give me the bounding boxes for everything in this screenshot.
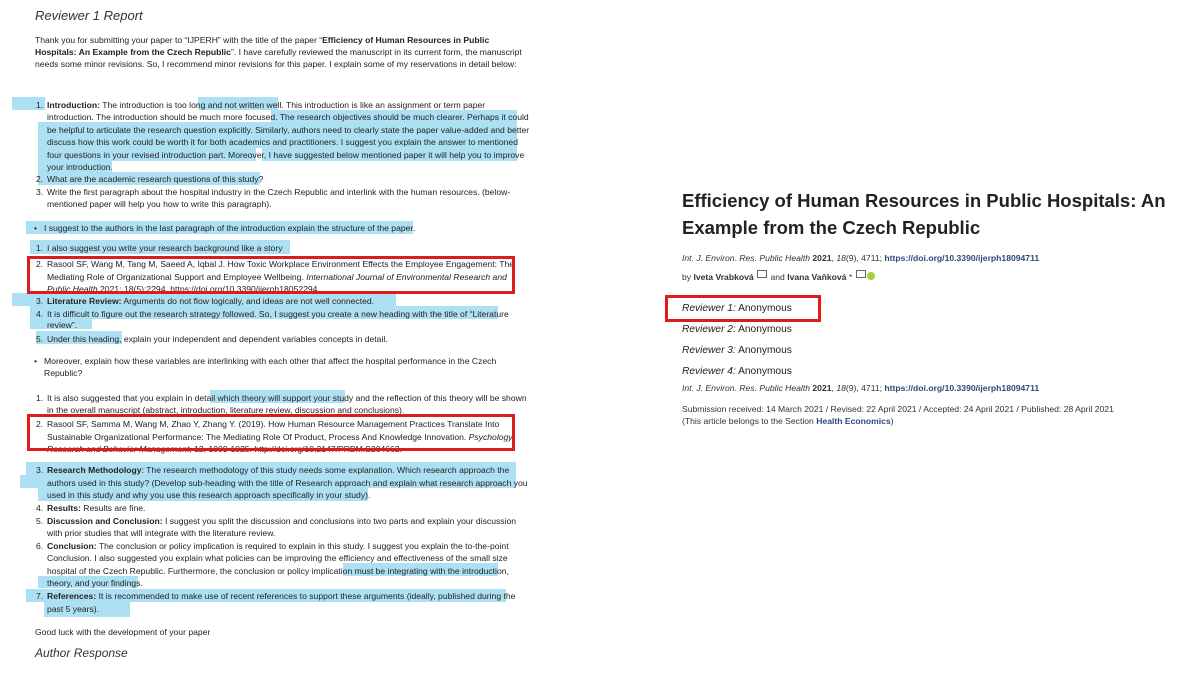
mail-icon[interactable] [757,270,767,278]
list1-item-2-number: 2. [36,174,44,184]
list3-item-3-line-2: authors used in this study? (Develop sub-heading with the title of Research approach and explain what research approach you [47,477,528,488]
bullet-1-text: I suggest to the authors in the last paragraph of the introduction explain the structure of the paper. [44,223,416,233]
list3-item-5-number: 5. [36,515,44,526]
list2-item-1-number: 1. [36,243,44,253]
submission-dates: Submission received: 14 March 2021 / Revised: 22 April 2021 / Accepted: 24 April 2021 / Published: 28 April 2021 [682,404,1114,414]
list2-item-4-line-2: review”. [47,320,78,330]
list3-item-5-line-1: Discussion and Conclusion: I suggest you split the discussion and conclusions into two parts and explain your discussion [47,515,517,526]
article-title-line-2: Example from the Czech Republic [682,217,981,238]
list3-item-3-number: 3. [36,465,44,475]
list2-item-4-number: 4. [36,309,44,319]
list3-item-7-number: 7. [36,591,44,601]
section-line: (This article belongs to the Section Health Economics) [682,416,894,426]
ref-1-line-3: Public Health 2021; 18(5):2294. https://doi.org/10.3390/ijerph18052294. [47,284,320,294]
author-1[interactable]: Iveta Vrabková [693,272,754,282]
ref-1-line-1: Rasool SF, Wang M, Tang M, Saeed A, Iqbal J. How Toxic Workplace Environment Effects the Employee Engagement: The [47,259,515,269]
reviewer-3-line[interactable]: Reviewer 3: Anonymous [682,345,792,356]
report-heading: Reviewer 1 Report [35,8,143,23]
list1-item-2-text: What are the academic research questions of this study? [47,174,264,184]
list3-item-2-number: 2. [36,419,44,429]
author-response-heading[interactable]: Author Response [35,646,128,660]
authors-line: by Iveta Vrabková and Ivana Vaňková * [682,270,875,282]
bullet-2-line-2: Republic? [44,368,83,378]
list2-item-3-number: 3. [36,296,44,306]
reviewer-1-line[interactable]: Reviewer 1: Anonymous [682,303,792,314]
list3-item-7-line-2: past 5 years). [47,603,100,614]
citation-line-repeat: Int. J. Environ. Res. Public Health 2021, 18(9), 4711; https://doi.org/10.3390/ijerph18094711 [682,383,1040,393]
list2-item-4-line-1: It is difficult to figure out the research strategy followed. So, I suggest you create a new heading with the title of “Literature [47,309,509,319]
ref-2-red-box [27,414,515,451]
doi-link[interactable]: https://doi.org/10.3390/ijerph18094711 [884,253,1040,263]
list1-item-1-line-3: be helpful to articulate the research question explicitly. Similarly, authors need to clearly state the paper value-added and better [47,124,530,135]
list3-item-6-line-3: hospital of the Czech Republic. Furthermore, the conclusion or policy implication must be integrating with the introduction, [47,565,509,576]
ref-2-line-2: Sustainable Organizational Performance: The Mediating Role Of Product, Process And Knowledge Innovation. Psychology [47,431,513,442]
list1-item-1-line-2: introduction. The introduction should be much more focused. The research objectives should be much clearer. Perhaps it could [47,112,529,122]
list2-item-1-text: I also suggest you write your research background like a story [47,243,283,253]
list3-item-5-line-2: with prior studies that will integrate with the literature review. [47,528,276,538]
closing-line: Good luck with the development of your paper [35,627,211,637]
list3-item-6-line-2: Conclusion. I also suggested you explain what policies can be improving the efficiency and effectiveness of the small size [47,553,508,563]
list1-item-1-number: 1. [36,100,44,110]
list1-item-1-line-6: your introduction. [47,162,113,172]
list2-item-3-text: Literature Review: Arguments do not flow logically, and ideas are not well connected. [47,296,375,306]
doi-link-repeat[interactable]: https://doi.org/10.3390/ijerph18094711 [884,383,1040,393]
intro-line-1: Thank you for submitting your paper to “IJPERH” with the title of the paper “Efficiency of Human Resources in Public [35,35,490,45]
bullet-1-dot: • [34,223,38,233]
reviewer-2-line[interactable]: Reviewer 2: Anonymous [682,324,792,335]
list3-item-6-number: 6. [36,540,44,551]
ref-2-line-1: Rasool SF, Samma M, Wang M, Zhao Y, Zhang Y. (2019). How Human Resource Management Practices Translate Into [47,419,500,429]
list1-item-3-number: 3. [36,186,44,197]
section-link[interactable]: Health Economics [816,416,891,426]
list2-item-2-number: 2. [36,259,44,269]
reviewer-4-line[interactable]: Reviewer 4: Anonymous [682,366,792,377]
citation-line: Int. J. Environ. Res. Public Health 2021, 18(9), 4711; https://doi.org/10.3390/ijerph18094711 [682,253,1040,263]
author-2[interactable]: Ivana Vaňková [787,272,847,282]
list3-item-6-line-4: theory, and your findings. [47,578,143,588]
mail-icon[interactable] [856,270,866,278]
ref-2-line-3: Research and Behavior Management, 12, 1009-1025. http://doi.org/10.2147/PRBM.S204662. [47,444,402,454]
intro-line-3: needs some minor revisions. So, I recommend minor revisions for this paper. I explain some of my reservations in detail below: [35,59,517,69]
list3-item-6-line-1: Conclusion: The conclusion or policy implication is required to explain in this study. I suggest you explain the to-the-point [47,540,509,551]
list2-item-5-text: Under this heading, explain your independent and dependent variables concepts in detail. [47,334,388,344]
list1-item-1-line-5: four questions in your revised introduction part. Moreover, I have suggested below mentioned paper it will help you to improve [47,149,525,160]
reviewer-1-red-box [665,295,821,322]
bullet-2-dot: • [34,356,38,366]
list3-item-1-line-2: in the overall manuscript (abstract, introduction, literature review, discussion and conclusions). [47,405,405,415]
list1-item-3-line-2: mentioned paper will help you how to write this paragraph). [47,199,272,209]
ref-1-line-2: Mediating Role of Organizational Support and Employee Wellbeing. International Journal of Environmental Research and [47,271,507,282]
list3-item-1-line-1: It is also suggested that you explain in detail which theory will support your study and the reflection of this theory will be shown [47,393,527,403]
bullet-2-line-1: Moreover, explain how these variables are interlinking with each other that affect the hospital performance in the Czech [44,356,497,366]
list1-item-1-line-4: discuss how this work could be worth it for both academics and practitioners. I suggest you explain the answer to mentioned [47,137,518,147]
list3-item-3-line-1: Research Methodology: The research methodology of this study needs some explanation. Which research approach the [47,465,510,475]
orcid-icon[interactable] [867,272,875,280]
list3-item-7-line-1: References: It is recommended to make use of recent references to support these arguments (ideally, published during the [47,591,516,601]
list2-item-5-number: 5. [36,334,44,344]
intro-line-2: Hospitals: An Example from the Czech Republic”. I have carefully reviewed the manuscript in its current form, the manuscript [35,47,522,57]
list1-item-3-line-1: Write the first paragraph about the hospital industry in the Czech Republic and interlink with the human resources. (below- [47,186,511,197]
ref-1-red-box [27,256,515,294]
article-title-line-1: Efficiency of Human Resources in Public Hospitals: An [682,190,1166,211]
list3-item-4-text: Results: Results are fine. [47,503,146,513]
list3-item-4-number: 4. [36,503,44,513]
list3-item-1-number: 1. [36,393,44,403]
list1-item-1-line-1: Introduction: The introduction is too long and not written well. This introduction is like an assignment or term paper [47,100,486,110]
list3-item-3-line-3: used in this study and why you use this research approach specifically in your study). [47,490,371,500]
